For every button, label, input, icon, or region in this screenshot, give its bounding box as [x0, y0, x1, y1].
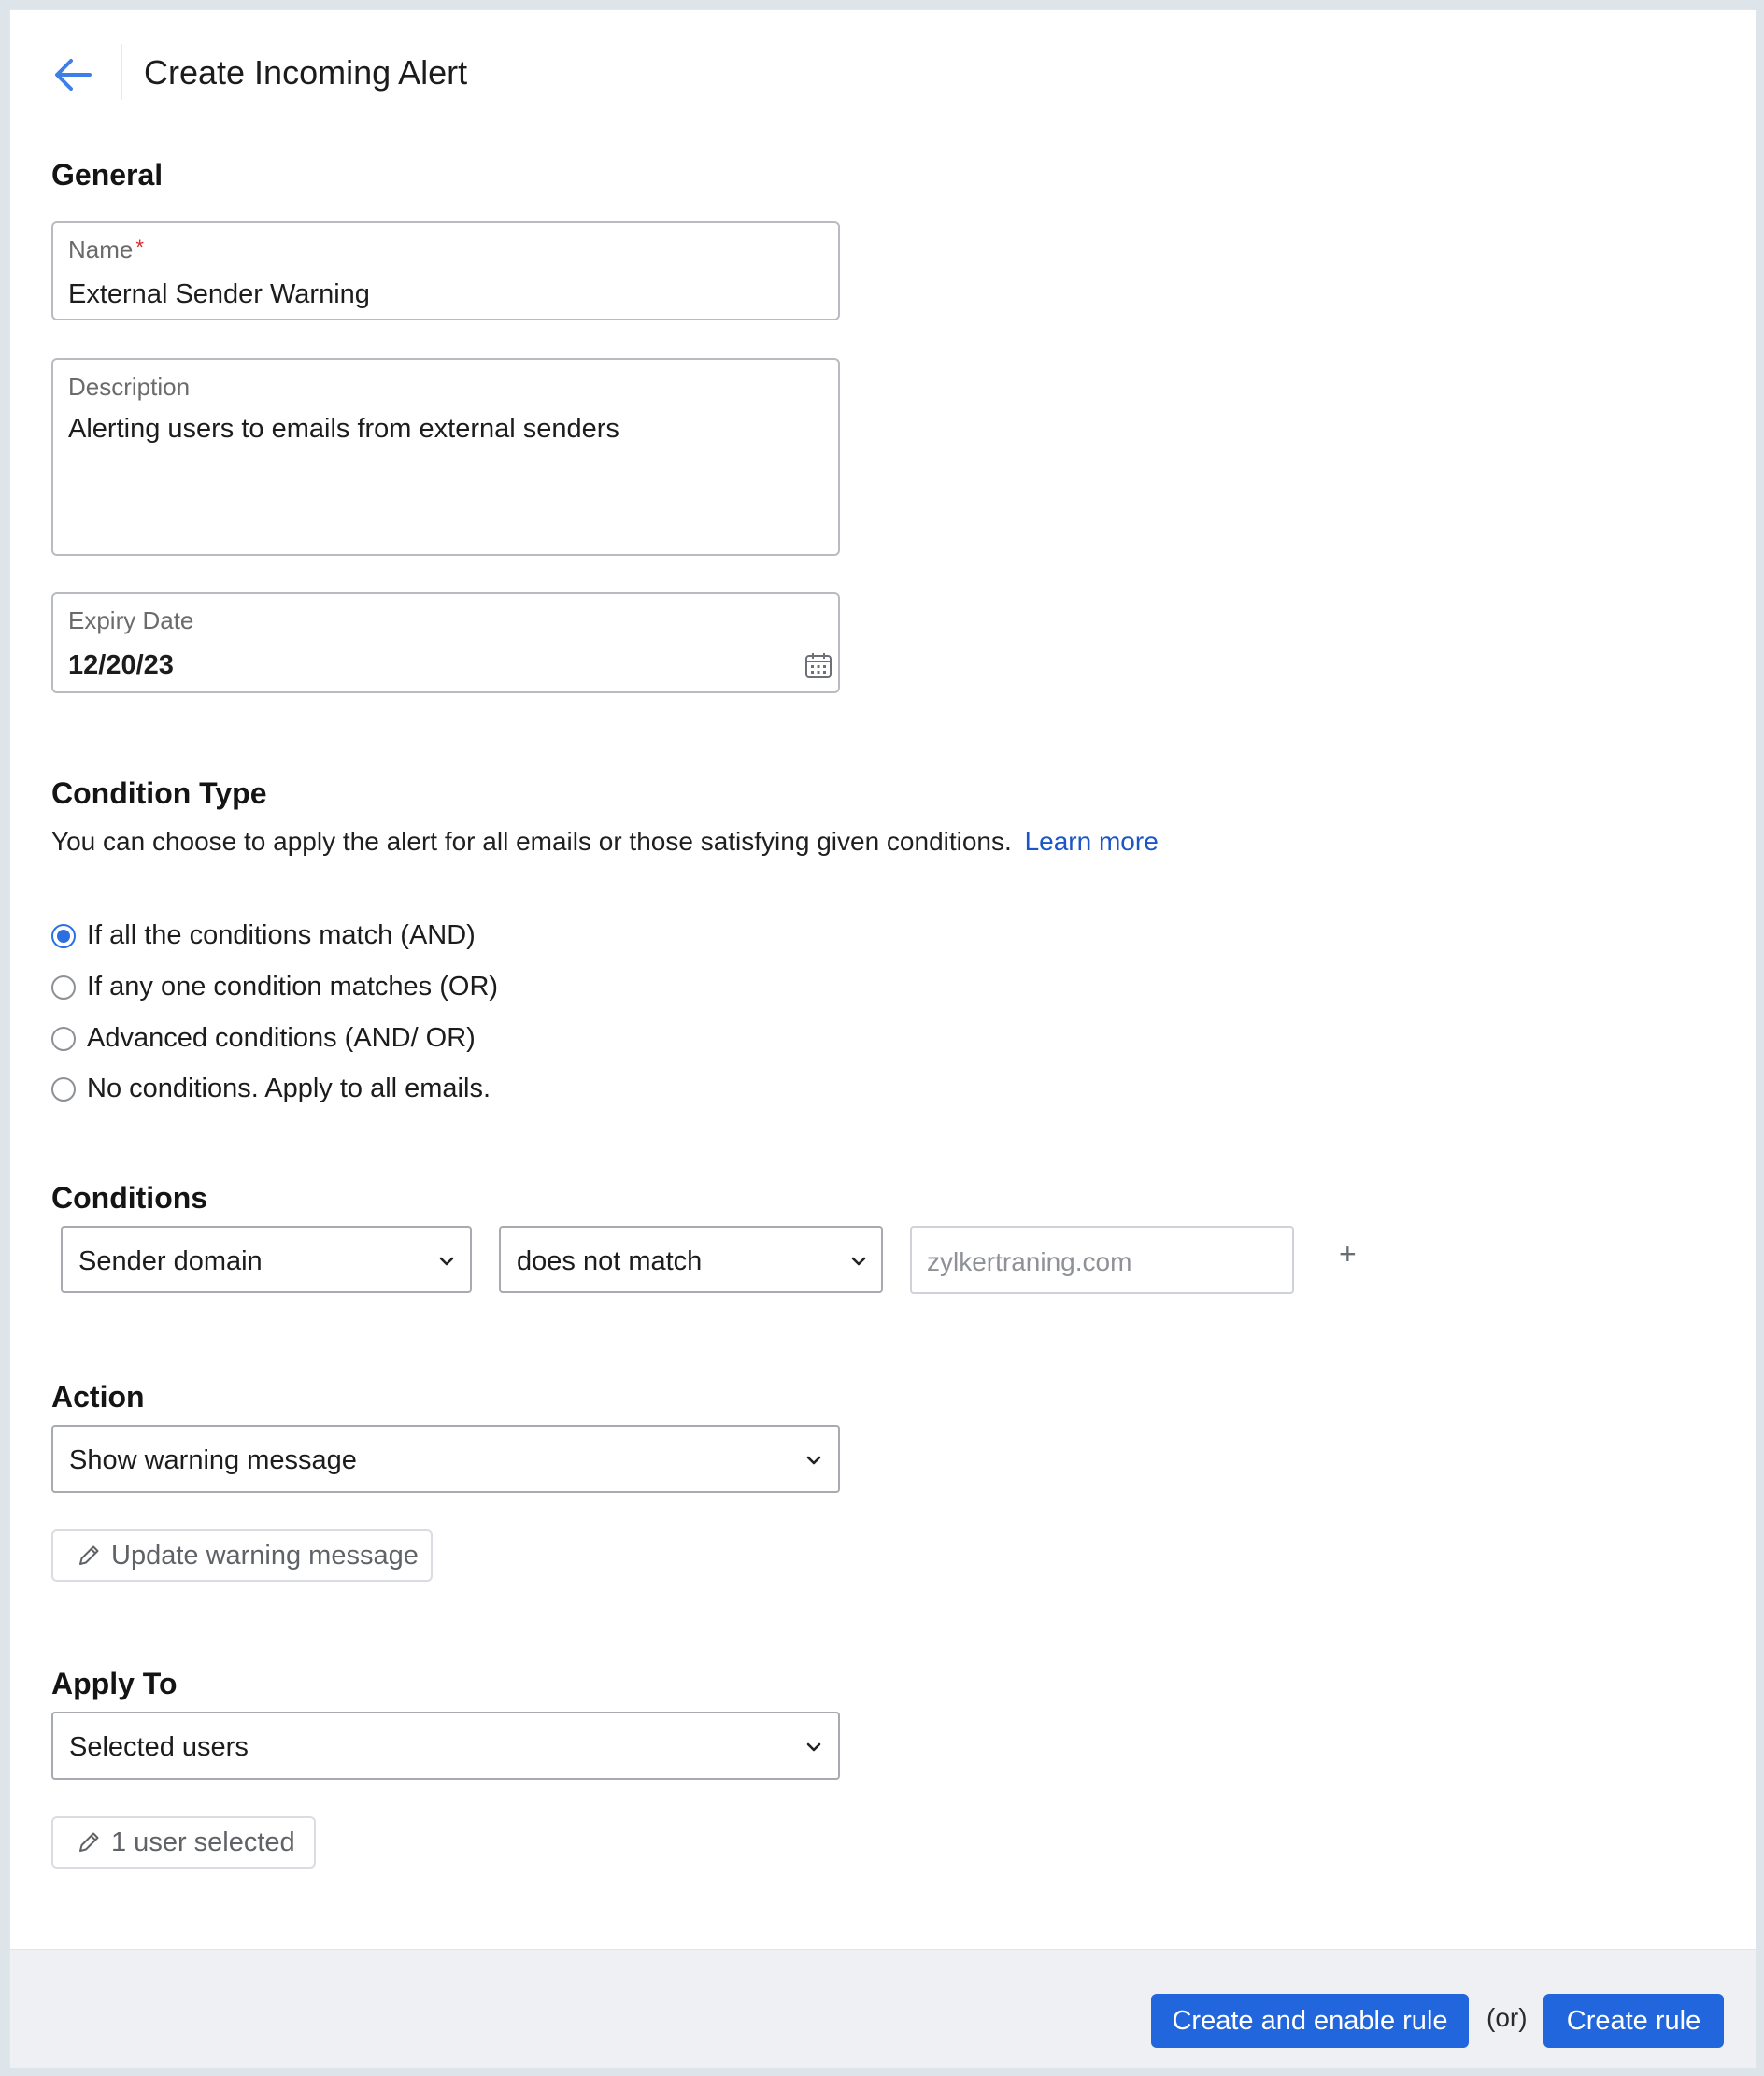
condition-type-help-text: You can choose to apply the alert for all emails or those satisfying given conditions.: [51, 827, 1012, 856]
calendar-icon[interactable]: [804, 651, 832, 679]
header-divider: [121, 44, 122, 100]
selected-users-button[interactable]: [51, 1816, 316, 1869]
footer-bar: [10, 1949, 1756, 2068]
apply-to-title: Apply To: [51, 1667, 178, 1700]
action-select[interactable]: [51, 1425, 840, 1493]
radio-label: If any one condition matches (OR): [87, 972, 499, 1002]
radio-button-checked[interactable]: [51, 924, 76, 948]
update-warning-message-button[interactable]: [51, 1529, 433, 1582]
select-value: Selected users: [69, 1732, 249, 1762]
action-title: Action: [51, 1380, 145, 1414]
chevron-down-icon: [848, 1251, 869, 1272]
radio-option-or[interactable]: [51, 972, 498, 1002]
general-section-title: General: [51, 158, 164, 192]
main-panel: [10, 10, 1756, 1949]
condition-type-description: [51, 827, 1159, 857]
radio-button[interactable]: [51, 975, 76, 1000]
condition-operator-select[interactable]: [499, 1226, 883, 1293]
chevron-down-icon: [804, 1450, 824, 1471]
condition-field-select[interactable]: [61, 1226, 472, 1293]
radio-option-none[interactable]: [51, 1074, 491, 1104]
conditions-title: Conditions: [51, 1181, 208, 1215]
select-value: Sender domain: [78, 1246, 263, 1276]
create-and-enable-rule-button[interactable]: Create and enable rule: [1151, 1994, 1469, 2048]
expiry-date-label: Expiry Date: [68, 606, 194, 634]
name-field[interactable]: [51, 221, 840, 320]
required-marker: *: [135, 235, 144, 259]
radio-button[interactable]: [51, 1027, 76, 1051]
condition-value-input[interactable]: [910, 1226, 1294, 1294]
learn-more-link[interactable]: Learn more: [1024, 827, 1159, 856]
description-field[interactable]: [51, 358, 840, 556]
page-title: Create Incoming Alert: [144, 53, 468, 92]
name-field-label: Name *: [68, 235, 144, 263]
select-value: does not match: [517, 1246, 703, 1276]
update-warning-message-label: Update warning message: [111, 1540, 419, 1571]
expiry-date-field[interactable]: [51, 592, 840, 693]
page-frame: [9, 9, 1755, 2067]
back-button[interactable]: [50, 51, 96, 98]
apply-to-select[interactable]: [51, 1712, 840, 1780]
expiry-date-value: 12/20/23: [68, 650, 174, 680]
arrow-left-icon: [52, 56, 93, 93]
description-field-label: Description: [68, 373, 191, 401]
radio-button[interactable]: [51, 1077, 76, 1102]
add-condition-button[interactable]: +: [1339, 1237, 1357, 1271]
chevron-down-icon: [804, 1737, 824, 1757]
create-rule-button[interactable]: Create rule: [1544, 1994, 1724, 2048]
condition-value-placeholder: zylkertraning.com: [927, 1247, 1132, 1276]
name-field-value: External Sender Warning: [68, 279, 370, 309]
condition-type-title: Condition Type: [51, 776, 267, 810]
select-value: Show warning message: [69, 1445, 357, 1475]
radio-label: No conditions. Apply to all emails.: [87, 1074, 491, 1103]
radio-label: If all the conditions match (AND): [87, 920, 476, 950]
or-separator: (or): [1487, 2003, 1528, 2032]
radio-option-and[interactable]: [51, 920, 476, 951]
chevron-down-icon: [436, 1251, 457, 1272]
radio-option-advanced[interactable]: [51, 1023, 476, 1054]
selected-users-label: 1 user selected: [111, 1827, 295, 1857]
description-field-value: Alerting users to emails from external senders: [68, 414, 619, 444]
pencil-icon: [76, 1829, 102, 1856]
pencil-icon: [76, 1543, 102, 1569]
radio-label: Advanced conditions (AND/ OR): [87, 1023, 476, 1053]
